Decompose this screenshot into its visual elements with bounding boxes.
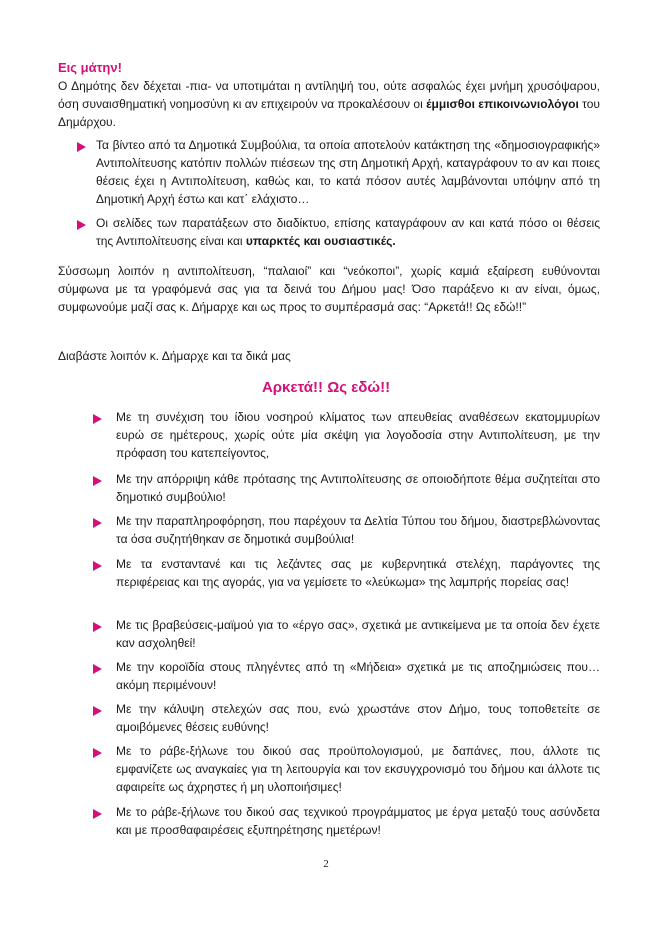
list-item: Με την απόρριψη κάθε πρότασης της Αντιπολίτευσης σε οποιοδήποτε θέμα συζητείται στο δημοτικό συμβούλιο! [116, 472, 600, 504]
bullet-arrow-icon [93, 706, 102, 716]
bullet-arrow-icon [93, 414, 102, 424]
intro-paragraph [58, 77, 600, 131]
bullet-arrow-icon [93, 809, 102, 819]
top-bullet-websites [96, 214, 600, 250]
intro-bold: έμμισθοι επικοινωνιολόγοι [426, 97, 579, 111]
paragraph-3: Διαβάστε λοιπόν κ. Δήμαρχε και τα δικά μας [58, 349, 291, 363]
paragraph-2: Σύσσωμη λοιπόν η αντιπολίτευση, “παλαιοί” και “νεόκοποι”, χωρίς καμιά εξαίρεση ευθύνονται σύμφωνα με τα γραφόμενά σας για τα δεινά του Δήμου μας! Όσο παράξενο κι αν είναι, όμως, συμφωνούμε μαζί σας κ. Δήμαρχε και ως προς το συμπέρασμά σας: “Αρκετά!! Ως εδώ!!” [58, 264, 600, 314]
bullet-arrow-icon [93, 476, 102, 486]
list-item: Με τη συνέχιση του ίδιου νοσηρού κλίματος των απευθείας αναθέσεων εκατομμυρίων ευρώ σε ημέτερους, χωρίς ούτε μία σκέψη για λογοδοσία στην Αντιπολίτευση, με την πρόφαση του κατεπείγοντος, [116, 410, 600, 460]
list-item: Με το ράβε-ξήλωνε του δικού σας προϋπολογισμού, με δαπάνες, που, άλλοτε τις εμφανίζετε ως αναγκαίες για τη λειτουργία και τον εκσυγχρονισμό του δήμου και άλλοτε τις αφαιρείτε ως άχρηστες ή μη υλοποιήσιμες! [116, 744, 600, 794]
list-item: Με την κάλυψη στελεχών σας που, ενώ χρωστάνε στον Δήμο, τους τοποθετείτε σε αμοιβόμενες θέσεις ευθύνης! [116, 702, 600, 734]
bullet-arrow-icon [93, 561, 102, 571]
bullet-arrow-icon [93, 748, 102, 758]
section-title: Αρκετά!! Ως εδώ!! [261, 379, 391, 396]
bullet-arrow-icon [77, 142, 86, 152]
bullet-arrow-icon [93, 664, 102, 674]
bullet-arrow-icon [93, 518, 102, 528]
page-number: 2 [323, 858, 329, 870]
bullet-arrow-icon [93, 622, 102, 632]
top-bullet-websites-bold: υπαρκτές και ουσιαστικές. [245, 234, 396, 248]
intro-tail: του Δημάρχου. [58, 97, 600, 129]
heading: Εις μάτην! [58, 60, 122, 75]
intro-text: Ο Δημότης δεν δέχεται -πια- να υποτιμάται η αντίληψή του, ούτε ασφαλώς έχει μνήμη χρυσόψαρου, όση συναισθηματική νοημοσύνη κι αν επιχειρούν να προκαλέσουν οι [58, 79, 600, 111]
bullet-arrow-icon [77, 220, 86, 230]
top-bullet-websites-text: Οι σελίδες των παρατάξεων στο διαδίκτυο, επίσης καταγράφουν αν και κατά πόσο οι θέσεις της Αντιπολίτευσης είναι και [96, 216, 600, 248]
list-item: Με την κοροϊδία στους πληγέντες από τη «Μήδεια» σχετικά με τις αποζημιώσεις που… ακόμη περιμένουν! [116, 660, 600, 692]
top-bullet-videos: Τα βίντεο από τα Δημοτικά Συμβούλια, τα οποία αποτελούν κατάκτηση της «δημοσιογραφικής» Αντιπολίτευσης κατόπιν πολλών πιέσεων της στη Δημοτική Αρχή, καταγράφουν το αν και ποιες θέσεις έχει η Αντιπολίτευση, καθώς και, το κατά πόσον αυτές λαμβάνονται υπόψην από τη Δημοτική Αρχή έστω και κατ΄ ελάχιστο… [96, 138, 600, 206]
list-item: Με τις βραβεύσεις-μαϊμού για το «έργο σας», σχετικά με αντικείμενα με τα οποία δεν έχετε καν ασχοληθεί! [116, 618, 600, 650]
list-item: Με το ράβε-ξήλωνε του δικού σας τεχνικού προγράμματος με έργα μεταξύ τους ασύνδετα και με προσθαφαιρέσεις εξυπηρέτησης ημετέρων! [116, 805, 600, 837]
list-item: Με την παραπληροφόρηση, που παρέχουν τα Δελτία Τύπου του δήμου, διαστρεβλώνοντας τα όσα συζητήθηκαν σε δημοτικά συμβούλια! [116, 514, 600, 546]
list-item: Με τα ενσταντανέ και τις λεζάντες σας με κυβερνητικά στελέχη, παράγοντες της περιφέρειας και της αγοράς, για να γεμίσετε το «λεύκωμα» της λαμπρής πορείας σας! [116, 557, 600, 589]
